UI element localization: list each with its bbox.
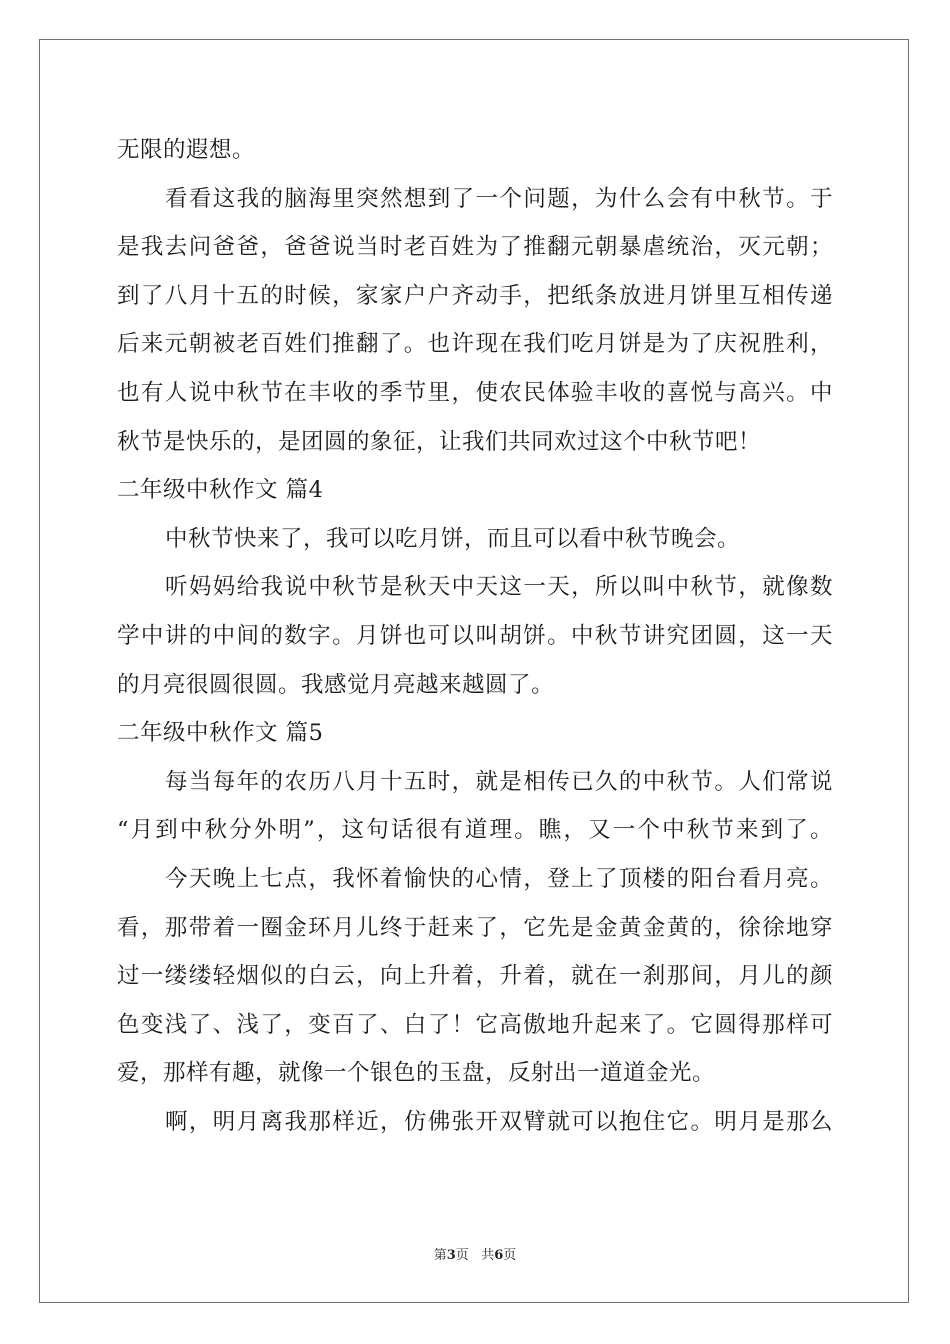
paragraph-first-line: 每当每年的农历八月十五时，就是相传已久的中秋节。人们常说 bbox=[165, 768, 833, 795]
footer-total-prefix: 共 bbox=[481, 1248, 495, 1263]
footer-total-word: 页 bbox=[503, 1248, 517, 1263]
footer-gap bbox=[469, 1248, 481, 1263]
page-footer bbox=[0, 1244, 950, 1263]
paragraph-first-line: 看看这我的脑海里突然想到了一个问题，为什么会有中秋节。于 bbox=[165, 185, 833, 212]
text-line: 后来元朝被老百姓们推翻了。也许现在我们吃月饼是为了庆祝胜利， bbox=[117, 331, 833, 358]
text-line: 是我去问爸爸，爸爸说当时老百姓为了推翻元朝暴虐统治，灭元朝； bbox=[117, 234, 833, 261]
text-line: 的月亮很圆很圆。我感觉月亮越来越圆了。 bbox=[117, 671, 555, 698]
section-heading: 二年级中秋作文 篇4 bbox=[117, 477, 324, 504]
paragraph-first-line: 中秋节快来了，我可以吃月饼，而且可以看中秋节晚会。 bbox=[165, 525, 741, 552]
text-line: 到了八月十五的时候，家家户户齐动手，把纸条放进月饼里互相传递 bbox=[117, 282, 833, 309]
total-pages-number: 6 bbox=[494, 1248, 504, 1263]
text-line: 学中讲的中间的数字。月饼也可以叫胡饼。中秋节讲究团圆，这一天 bbox=[117, 622, 833, 649]
footer-prefix: 第 bbox=[433, 1248, 447, 1263]
text-line: 过一缕缕轻烟似的白云，向上升着，升着，就在一刹那间，月儿的颜 bbox=[117, 963, 833, 990]
text-line: 也有人说中秋节在丰收的季节里，使农民体验丰收的喜悦与高兴。中 bbox=[117, 379, 833, 406]
paragraph-first-line: 听妈妈给我说中秋节是秋天中天这一天，所以叫中秋节，就像数 bbox=[165, 574, 833, 601]
text-line: 爱，那样有趣，就像一个银色的玉盘，反射出一道道金光。 bbox=[117, 1060, 716, 1087]
paragraph-first-line: 啊，明月离我那样近，仿佛张开双臂就可以抱住它。明月是那么 bbox=[165, 1108, 833, 1135]
footer-page-word: 页 bbox=[455, 1248, 469, 1263]
text-line: “月到中秋分外明”，这句话很有道理。瞧，又一个中秋节来到了。 bbox=[117, 817, 833, 844]
paragraph-first-line: 今天晚上七点，我怀着愉快的心情，登上了顶楼的阳台看月亮。 bbox=[165, 865, 833, 892]
current-page-number: 3 bbox=[446, 1248, 456, 1263]
section-heading: 二年级中秋作文 篇5 bbox=[117, 720, 324, 747]
text-line: 看，那带着一圈金环月儿终于赶来了，它先是金黄金黄的，徐徐地穿 bbox=[117, 914, 833, 941]
text-line: 无限的遐想。 bbox=[117, 137, 256, 163]
text-line: 色变浅了、浅了，变百了、白了！它高傲地升起来了。它圆得那样可 bbox=[117, 1011, 833, 1038]
text-line: 秋节是快乐的，是团圆的象征，让我们共同欢过这个中秋节吧！ bbox=[117, 428, 762, 455]
document-body bbox=[117, 126, 833, 1146]
